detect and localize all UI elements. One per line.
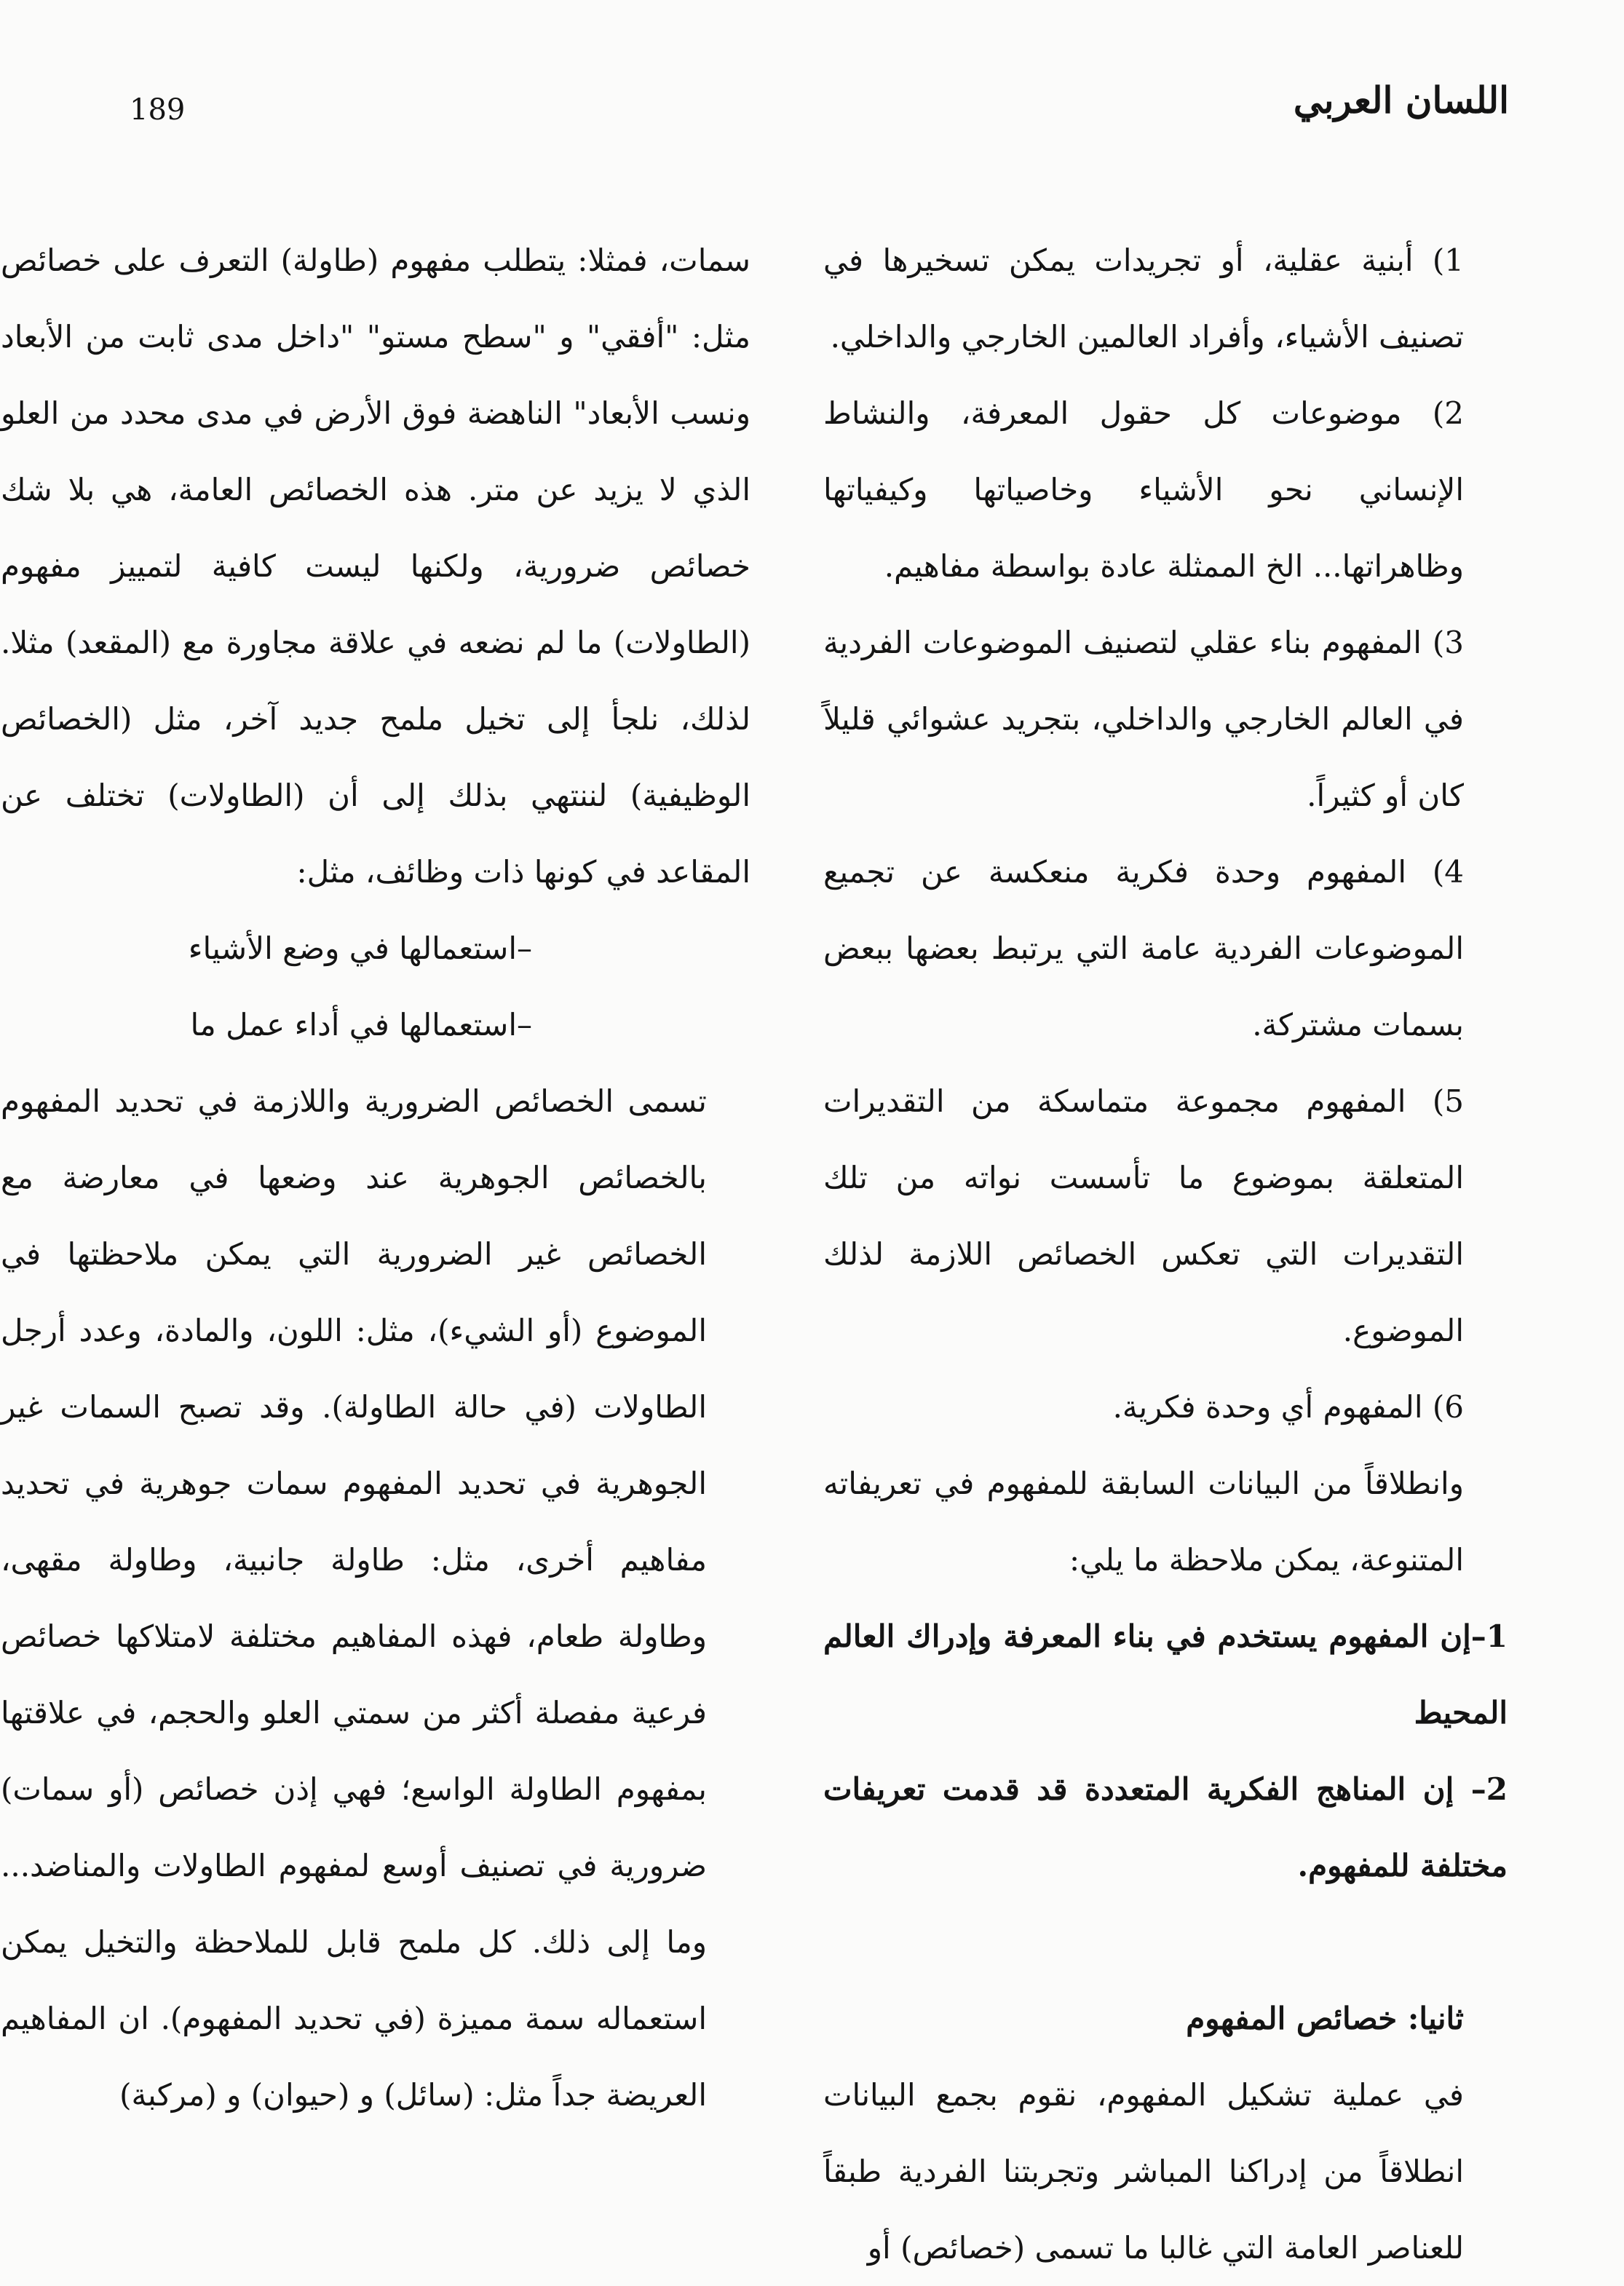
definition-1: 1) أبنية عقلية، أو تجريدات يمكن تسخيرها في تصنيف الأشياء، وأفراد العالمين الخارجي والداخلي.: [823, 242, 1464, 355]
observation-point-1: 1–إن المفهوم يستخدم في بناء المعرفة وإدراك العالم المحيط: [823, 1618, 1508, 1731]
definition-2: 2) موضوعات كل حقول المعرفة، والنشاط الإنساني نحو الأشياء وخاصياتها وكيفياتها وظاهراتها... الخ الممثلة عادة بواسطة مفاهيم.: [823, 395, 1464, 584]
right-column: [823, 222, 1508, 2286]
definition-6: 6) المفهوم أي وحدة فكرية.: [1112, 1389, 1464, 1425]
observations-intro: وانطلاقاً من البيانات السابقة للمفهوم في تعريفاته المتنوعة، يمكن ملاحظة ما يلي:: [823, 1466, 1464, 1578]
section-text: في عملية تشكيل المفهوم، نقوم بجمع البيانات انطلاقاً من إدراكنا المباشر وتجربتنا الفردية طبقاً للعناصر العامة التي غالبا ما تسمى (خصائص) أو: [823, 2077, 1464, 2266]
list-item-1: –استعمالها في وضع الأشياء: [188, 930, 532, 966]
observation-point-2: 2– إن المناهج الفكرية المتعددة قد قدمت تعريفات مختلفة للمفهوم.: [823, 1771, 1508, 1883]
left-intro-paragraph: سمات، فمثلا: يتطلب مفهوم (طاولة) التعرف على خصائص مثل: "أفقي" و "سطح مستو" "داخل مدى ثابت من الأبعاد ونسب الأبعاد" الناهضة فوق الأرض في مدى محدد من العلو الذي لا يزيد عن متر. هذه الخصائص العامة، هي بلا شك خصائص ضرورية، ولكنها ليست كافية لتمييز مفهوم (الطاولات) ما لم نضعه في علاقة مجاورة مع (المقعد) مثلا. لذلك، نلجأ إلى تخيل ملمح جديد آخر، مثل (الخصائص الوظيفية) لننتهي بذلك إلى أن (الطاولات) تختلف عن المقاعد في كونها ذات وظائف، مثل:: [1, 242, 750, 890]
page-number: 189: [130, 93, 186, 127]
left-column: [1, 222, 750, 2133]
journal-title-logo: اللسان العربي: [1293, 79, 1509, 122]
definition-5: 5) المفهوم مجموعة متماسكة من التقديرات المتعلقة بموضوع ما تأسست نواته من تلك التقديرات التي تعكس الخصائص اللازمة لذلك الموضوع.: [823, 1083, 1464, 1348]
definition-4: 4) المفهوم وحدة فكرية منعكسة عن تجميع الموضوعات الفردية عامة التي يرتبط بعضها ببعض بسمات مشتركة.: [823, 854, 1464, 1043]
left-body-paragraph: تسمى الخصائص الضرورية واللازمة في تحديد المفهوم بالخصائص الجوهرية عند وضعها في معارضة مع الخصائص غير الضرورية التي يمكن ملاحظتها في الموضوع (أو الشيء)، مثل: اللون، والمادة، وعدد أرجل الطاولات (في حالة الطاولة). وقد تصبح السمات غير الجوهرية في تحديد المفهوم سمات جوهرية في تحديد مفاهيم أخرى، مثل: طاولة جانبية، وطاولة مقهى، وطاولة طعام، فهذه المفاهيم مختلفة لامتلاكها خصائص فرعية مفصلة أكثر من سمتي العلو والحجم، في علاقتها بمفهوم الطاولة الواسع؛ فهي إذن خصائص (أو سمات) ضرورية في تصنيف أوسع لمفهوم الطاولات والمناضد... وما إلى ذلك. كل ملمح قابل للملاحظة والتخيل يمكن استعماله سمة مميزة (في تحديد المفهوم). ان المفاهيم العريضة جداً مثل: (سائل) و (حيوان) و (مركبة): [1, 1083, 707, 2113]
list-item-2: –استعمالها في أداء عمل ما: [190, 1007, 532, 1043]
section-heading: ثانيا: خصائص المفهوم: [1186, 2001, 1464, 2036]
definition-3: 3) المفهوم بناء عقلي لتصنيف الموضوعات الفردية في العالم الخارجي والداخلي، بتجريد عشوائي قليلاً كان أو كثيراً.: [823, 625, 1464, 813]
